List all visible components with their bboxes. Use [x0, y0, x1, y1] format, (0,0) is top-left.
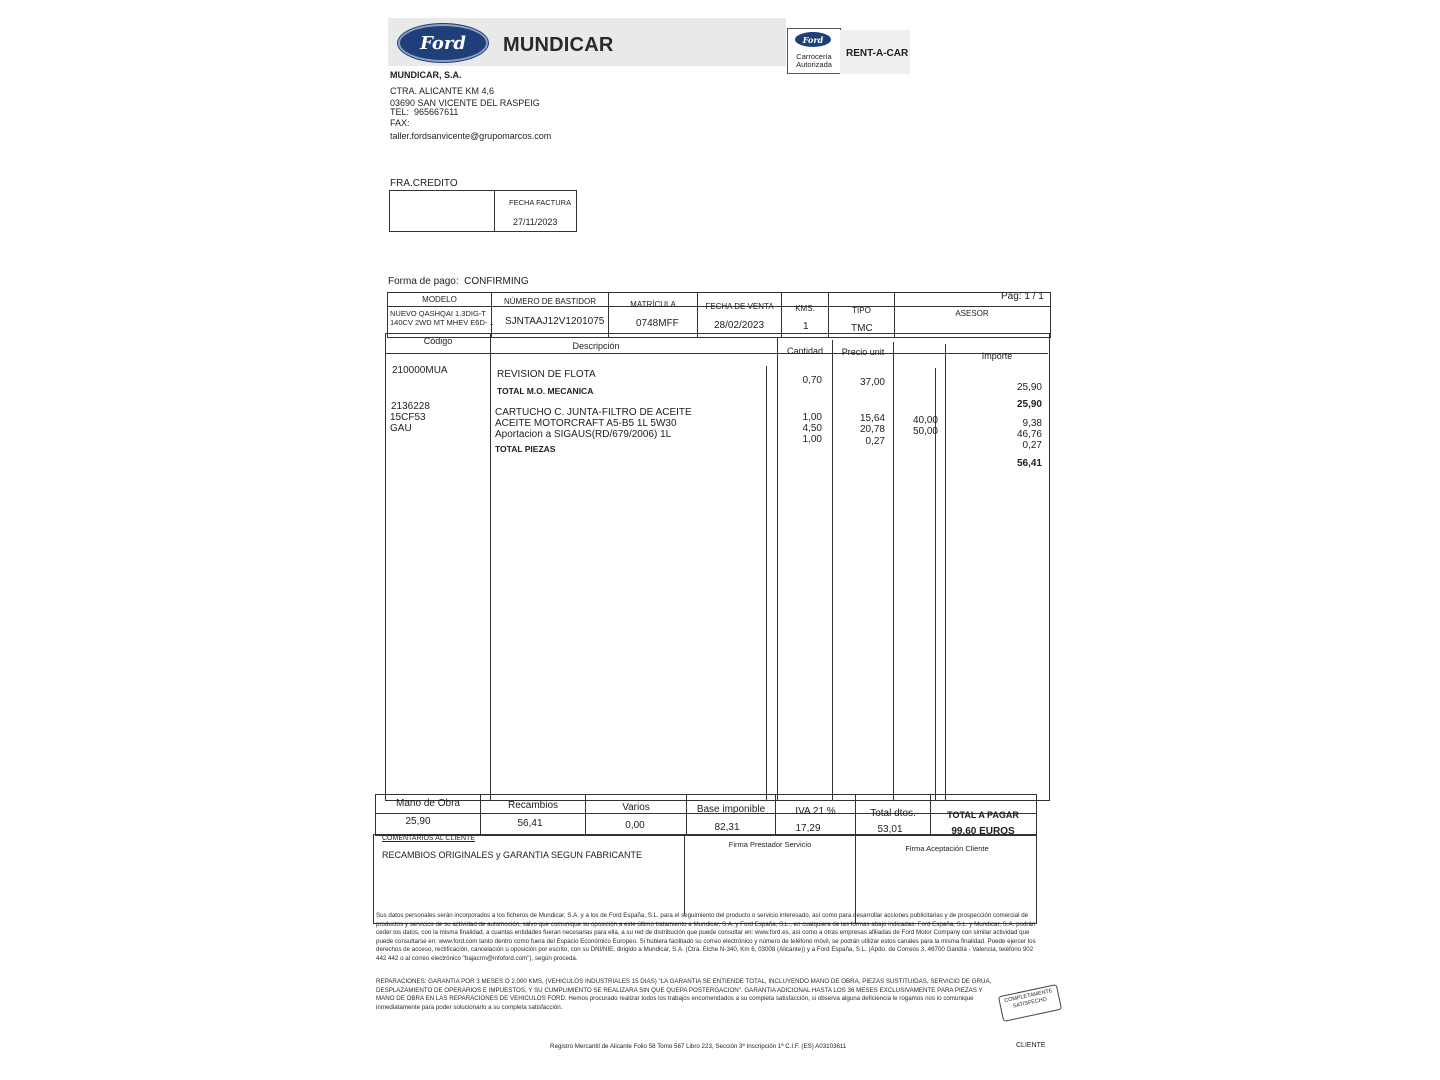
line-discount: 50,00: [912, 426, 938, 437]
base-imponible-value: 82,31: [714, 822, 740, 833]
company-fax-label: FAX:: [390, 118, 410, 128]
company-name: MUNDICAR, S.A.: [390, 70, 462, 80]
col-cantidad: Cantidad: [786, 346, 824, 356]
col-modelo: MODELO: [422, 295, 457, 304]
line-amount: 0,27: [1022, 440, 1042, 451]
line-price: 15,64: [859, 413, 885, 424]
line-code: GAU: [390, 423, 412, 434]
col-precio: Precio unit: [841, 347, 885, 357]
col-asesor: ASESOR: [955, 309, 989, 318]
warranty-notice: REPARACIONES: GARANTIA POR 3 MESES O 2.000 KMS, (VEHICULOS INDUSTRIALES 15 DIAS) "LA GARANTIA SE ENTIENDE TOTAL, INCLUYENDO MANO DE OBRA, PIEZAS SUSTITUIDAS, SERVICIO DE GRUA, DESPLAZAMIENTO DE OPERARIOS E IMPUESTOS, Y SU CUMPLIMIENTO SE REALIZARA SIN QUE QUEPA POSTERGACION". GARANTIA ADICIONAL HASTA LOS 36 MESES EXCLUSIVAMENTE PARA PIEZAS Y MANO DE OBRA EN LAS REPARACIONES DE VEHICULOS FORD. Hemos procurado realizar todos los trabajos encomendados a su completa satisfacción, si observa alguna deficiencia le rogamos nos lo comunique inmediatamente para poder solucionarlo a su completa satisfacción.: [376, 978, 992, 1011]
mo-total: 25,90: [1016, 399, 1042, 410]
line-code: 15CF53: [390, 412, 426, 423]
line-discount: 40,00: [912, 415, 938, 426]
payment-method: Forma de pago: CONFIRMING: [388, 276, 529, 287]
satisfaction-stamp: COMPLETAMENTE SATISFECHO: [998, 984, 1062, 1022]
line-amount: 9,38: [1022, 418, 1042, 429]
line-code: 210000MUA: [392, 365, 448, 376]
line-qty: 1,00: [802, 434, 822, 445]
line-amount: 46,76: [1016, 429, 1042, 440]
piezas-total-label: TOTAL PIEZAS: [495, 444, 556, 454]
vehicle-kms: 1: [803, 321, 809, 332]
company-email: taller.fordsanvicente@grupomarcos.com: [390, 131, 552, 141]
total-dtos-label: Total dtos.: [870, 808, 916, 819]
line-amount: 25,90: [1016, 382, 1042, 393]
piezas-total: 56,41: [1016, 458, 1042, 469]
vehicle-tipo: TMC: [851, 323, 873, 334]
page-number: Pag: 1 / 1: [1001, 291, 1044, 302]
varios-label: Varios: [622, 802, 650, 813]
privacy-notice: Sus datos personales serán incorporados a los ficheros de Mundicar, S.A. y a los de Ford España, S.L. para el seguimiento del producto o servicio interesado, así como para desarrollar acciones publicitarias y de prospección comercial de productos y servicios de su actividad de automoción, salvo que comunique su oposición a este último tratamiento a Mundicar, S.A. y Ford España, S.L., en cualquiera de las formas abajo indicadas. Ford España, S.L. y Mundicar, S.A. podrán ceder los datos, con la misma finalidad, a cuantas entidades fueran necesarias para ella, a su red de distribución que puede consultar en: www.ford.es, así como a otras empresas afiliadas de Ford Motor Company con similar actividad que puede consultarse en: www.ford.com tanto dentro como fuera del Espacio Económico Europeo. Si hubiera facilitado su correo electrónico y número de teléfono móvil, se podrán utilizar estos canales para la misma finalidad. Puede ejercer los derechos de acceso, rectificación, cancelación u oposición por escrito, con su DNI/NIE, dirigido a Mundicar, S.A. (Ctra. Elche N-340, Km 6, 03008 (Alicante)) y a Ford España, S.L. (Apdo. de Correos 3, 46700 Gandía - Valencia, teléfono 902 442 442 o al correo electrónico "bajacrm@infoford.com"), según proceda.: [376, 912, 1036, 962]
line-description: ACEITE MOTORCRAFT A5-B5 1L 5W30: [495, 418, 677, 429]
comments-text: RECAMBIOS ORIGINALES y GARANTIA SEGUN FABRICANTE: [382, 850, 643, 860]
col-fecha-venta: FECHA DE VENTA: [705, 302, 774, 311]
line-qty: 0,70: [802, 375, 822, 386]
line-price: 37,00: [859, 377, 885, 388]
registry-line: Registro Mercantil de Alicante Folio 58 Tomo 567 Libro 223, Sección 3ª Inscripción 1ª C.I.F. (ES) A03103611: [550, 1043, 847, 1050]
col-importe: Importe: [981, 351, 1013, 361]
line-code: 2136228: [391, 401, 430, 412]
varios-value: 0,00: [625, 820, 645, 831]
invoice-box-divider: [494, 191, 495, 231]
col-codigo: Código: [423, 336, 453, 346]
col-bastidor: NÚMERO DE BASTIDOR: [503, 297, 596, 306]
ford-logo: Ford: [398, 24, 488, 62]
firma-cliente-label: Firma Aceptación Cliente: [905, 844, 989, 853]
rent-a-car-label: RENT-A-CAR: [846, 48, 909, 59]
line-price: 20,78: [859, 424, 885, 435]
copy-label: CLIENTE: [1016, 1042, 1046, 1049]
line-qty: 4,50: [802, 423, 822, 434]
mo-total-label: TOTAL M.O. MECANICA: [497, 386, 594, 396]
invoice-date: 27/11/2023: [513, 217, 558, 227]
mano-obra-value: 25,90: [405, 816, 431, 827]
recambios-value: 56,41: [517, 818, 543, 829]
invoice-date-label: FECHA FACTURA: [509, 198, 572, 207]
line-price: 0,27: [865, 436, 885, 447]
line-description: REVISION DE FLOTA: [497, 369, 596, 380]
carroceria-label: Carrocería Autorizada: [796, 52, 832, 69]
recambios-label: Recambios: [507, 800, 559, 811]
line-description: Aportacion a SIGAUS(RD/679/2006) 1L: [495, 429, 672, 440]
invoice-type: FRA.CREDITO: [390, 178, 458, 189]
iva-value: 17,29: [795, 823, 821, 834]
total-pagar-label: TOTAL A PAGAR: [947, 810, 1019, 820]
brand-name: MUNDICAR: [503, 34, 614, 56]
company-address-1: CTRA. ALICANTE KM 4,6: [390, 86, 495, 96]
lines-table: [385, 333, 1050, 801]
col-descripcion: Descripción: [572, 341, 620, 351]
col-tipo: TIPO: [852, 306, 871, 315]
vehicle-fecha-venta: 28/02/2023: [714, 320, 765, 331]
vehicle-matricula: 0748MFF: [636, 318, 679, 329]
iva-label: IVA 21 %: [795, 806, 836, 817]
vehicle-modelo: NUEVO QASHQAI 1.3DIG-T 140CV 2WD MT MHEV E6D- ..: [390, 309, 494, 327]
company-address-2: 03690 SAN VICENTE DEL RASPEIG: [390, 98, 540, 108]
carroceria-ford-logo: Ford: [795, 32, 831, 47]
col-matricula: MATRÍCULA: [630, 300, 676, 309]
line-qty: 1,00: [802, 412, 822, 423]
company-phone: TEL: 965667611: [390, 107, 459, 117]
total-dtos-value: 53,01: [877, 824, 903, 835]
total-pagar-value: 99,60 EUROS: [951, 826, 1015, 837]
col-kms: KMS.: [795, 304, 815, 313]
vehicle-bastidor: SJNTAAJ12V1201075: [505, 316, 605, 327]
mano-obra-label: Mano de Obra: [396, 798, 460, 809]
comments-label: COMENTARIOS AL CLIENTE: [382, 835, 475, 842]
line-description: CARTUCHO C. JUNTA-FILTRO DE ACEITE: [495, 407, 692, 418]
base-imponible-label: Base imponible: [696, 804, 766, 815]
firma-prestador-label: Firma Prestador Servicio: [728, 840, 812, 849]
